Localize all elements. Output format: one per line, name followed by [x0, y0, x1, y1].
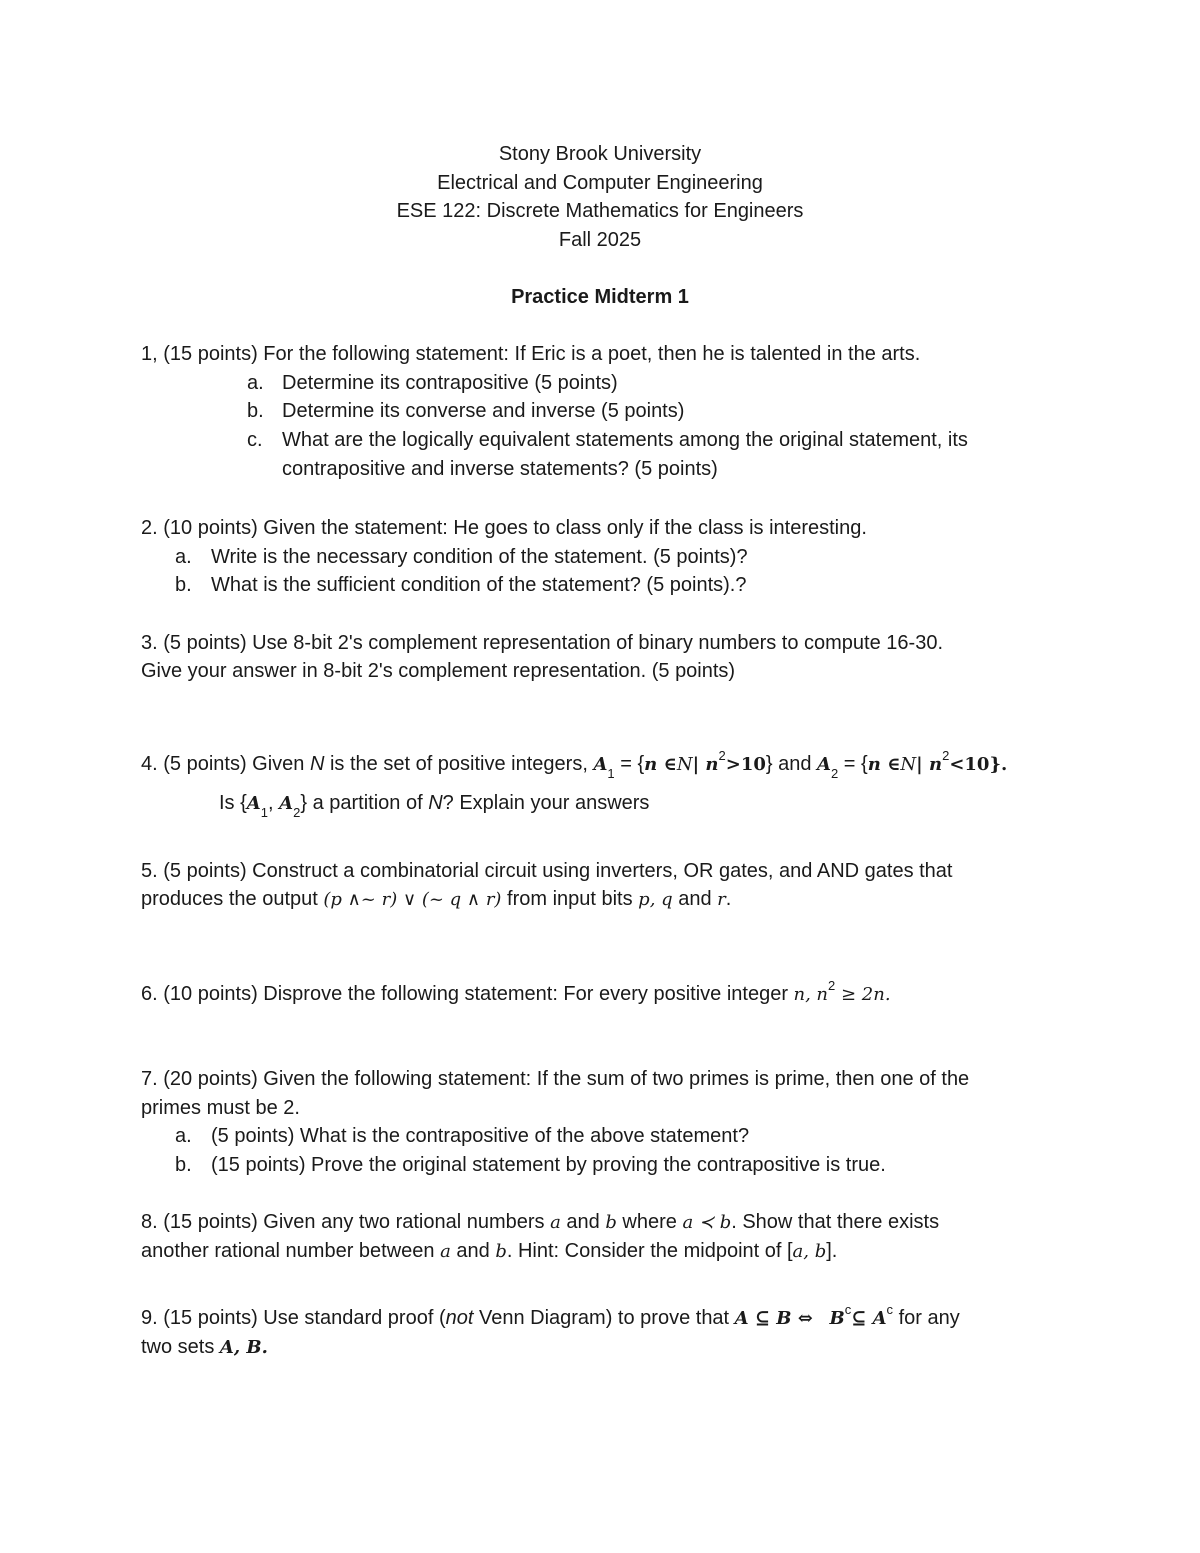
q9-post: for any	[893, 1307, 960, 1329]
q7-line1: 7. (20 points) Given the following statement: If the sum of two primes is prime, then one of the	[141, 1068, 970, 1090]
q4-close-and: } and	[765, 753, 818, 775]
q8-l2-and: and	[450, 1240, 496, 1262]
q8-interval: a, b	[792, 1241, 827, 1262]
q5-line2	[141, 887, 731, 912]
q4-l2-A1: A	[246, 793, 261, 814]
department-name: Electrical and Computer Engineering	[437, 172, 763, 194]
q9-mid: Venn Diagram) to prove that	[473, 1307, 735, 1329]
term: Fall 2025	[558, 229, 642, 251]
q8-b: b	[605, 1212, 617, 1233]
q4-l2-post: ? Explain your answers	[442, 792, 650, 814]
q6-line	[141, 978, 891, 1008]
q6-rest: ≥ 2n.	[835, 984, 891, 1005]
q7-a: (5 points) What is the contrapositive of the above statement?	[211, 1125, 750, 1147]
q4-in1: ∈	[657, 754, 677, 775]
q1-c-line2: contrapositive and inverse statements? (5 points)	[282, 458, 718, 480]
q4-lt: <10	[949, 754, 990, 775]
q8-l1-pre: 8. (15 points) Given any two rational numbers	[141, 1211, 551, 1233]
q6-sq: 2	[828, 978, 836, 993]
q4-set-N: N	[309, 753, 325, 775]
q4-mid: is the set of positive integers,	[324, 753, 594, 775]
q3-line2: Give your answer in 8-bit 2's complement representation. (5 points)	[141, 660, 736, 682]
q5-vars: p, q	[638, 889, 673, 910]
q4-n1b: n	[705, 754, 719, 775]
q4-n2b: n	[929, 754, 943, 775]
q4-A2: A	[817, 754, 832, 775]
q1-b-label: b.	[247, 400, 264, 422]
q4-line1	[141, 748, 1008, 781]
q9-c2: c	[886, 1302, 894, 1317]
q4-l2-comma: ,	[268, 792, 280, 814]
q9-line1	[141, 1302, 960, 1332]
q4-gt: >10	[725, 754, 766, 775]
q4-l2-sub1: 1	[260, 805, 268, 820]
q4-bar2: |	[916, 754, 929, 775]
q7-a-label: a.	[175, 1125, 192, 1147]
q5-line1: 5. (5 points) Construct a combinatorial circuit using inverters, OR gates, and AND gates that	[141, 860, 953, 882]
q4-sq2: 2	[942, 748, 950, 763]
q8-l2-pre: another rational number between	[141, 1240, 441, 1262]
q2-a: Write is the necessary condition of the statement. (5 points)?	[211, 546, 748, 568]
q4-eq1: = {	[614, 753, 645, 775]
q4-close-end: }.	[989, 754, 1008, 775]
q8-line2	[141, 1239, 837, 1264]
q9-not: not	[445, 1307, 474, 1329]
q9-c1: c	[844, 1302, 852, 1317]
q4-pre: 4. (5 points) Given	[141, 753, 310, 775]
q5-expr: (p ∧~ r) ∨ (~ q ∧ r)	[323, 889, 502, 910]
q9-subset: ⊆ A	[851, 1308, 887, 1329]
q4-n1: n	[644, 754, 658, 775]
q4-eq2: = {	[838, 753, 868, 775]
q8-l2-b: b	[495, 1241, 507, 1262]
q8-a: a	[550, 1212, 561, 1233]
q8-l2-end: ].	[826, 1240, 838, 1262]
q5-l2-end: .	[725, 888, 732, 910]
q9-line2	[141, 1335, 268, 1360]
q1-stem: 1, (15 points) For the following statement: If Eric is a poet, then he is talented in the arts.	[141, 343, 921, 365]
q6-n2: n	[816, 984, 829, 1005]
q7-b: (15 points) Prove the original statement by proving the contrapositive is true.	[211, 1154, 886, 1176]
q8-and: and	[560, 1211, 606, 1233]
q2-a-label: a.	[175, 546, 192, 568]
q2-b: What is the sufficient condition of the statement? (5 points).?	[211, 574, 747, 596]
q9-expr1: A ⊆ B ⇔	[734, 1308, 813, 1329]
q4-bar1: |	[692, 754, 706, 775]
university-name: Stony Brook University	[498, 143, 702, 165]
q7-b-label: b.	[175, 1154, 192, 1176]
q7-line2: primes must be 2.	[141, 1097, 300, 1119]
q8-where: where	[616, 1211, 683, 1233]
q4-sub1: 1	[607, 766, 615, 781]
q4-l2-mid: } a partition of	[300, 792, 429, 814]
q2-b-label: b.	[175, 574, 192, 596]
q1-c-line1: What are the logically equivalent statements among the original statement, its	[282, 429, 968, 451]
q9-l2-pre: two sets	[141, 1336, 220, 1358]
q9-B: B	[829, 1308, 845, 1329]
q3-line1: 3. (5 points) Use 8-bit 2's complement representation of binary numbers to compute 16-30.	[141, 632, 944, 654]
page-title: Practice Midterm 1	[511, 286, 689, 308]
q4-sub2: 2	[831, 766, 839, 781]
q8-ineq: a ≺ b	[682, 1212, 732, 1233]
q4-l2-sub2: 2	[293, 805, 301, 820]
q4-l2-pre: Is {	[219, 792, 247, 814]
q5-r: r	[717, 889, 726, 910]
q9-sets: A, B.	[219, 1337, 268, 1358]
q4-l2-A2: A	[279, 793, 294, 814]
q4-line2	[219, 791, 650, 820]
q4-in2: ∈	[880, 754, 901, 775]
q4-N1: N	[676, 754, 693, 775]
q4-l2-N: N	[428, 792, 443, 814]
q4-A1: A	[593, 754, 608, 775]
q1-a: Determine its contrapositive (5 points)	[282, 372, 618, 394]
q5-l2-pre: produces the output	[141, 888, 324, 910]
q8-l1-post: . Show that there exists	[731, 1211, 940, 1233]
q4-sq1: 2	[718, 748, 726, 763]
q4-N2: N	[900, 754, 917, 775]
q8-l2-a: a	[440, 1241, 451, 1262]
q6-pre: 6. (10 points) Disprove the following statement: For every positive integer	[141, 983, 794, 1005]
q5-l2-mid: from input bits	[501, 888, 639, 910]
q1-a-label: a.	[247, 372, 264, 394]
q9-pre: 9. (15 points) Use standard proof (	[141, 1307, 446, 1329]
q4-n2: n	[867, 754, 881, 775]
q8-l2-mid: . Hint: Consider the midpoint of [	[506, 1240, 793, 1262]
q5-l2-and: and	[672, 888, 718, 910]
q8-line1	[141, 1210, 939, 1235]
course-title: ESE 122: Discrete Mathematics for Engineers	[396, 200, 804, 222]
q1-b: Determine its converse and inverse (5 points)	[282, 400, 685, 422]
q6-n: n,	[793, 984, 811, 1005]
q2-stem: 2. (10 points) Given the statement: He goes to class only if the class is interesting.	[141, 517, 867, 539]
q1-c-label: c.	[247, 429, 263, 451]
